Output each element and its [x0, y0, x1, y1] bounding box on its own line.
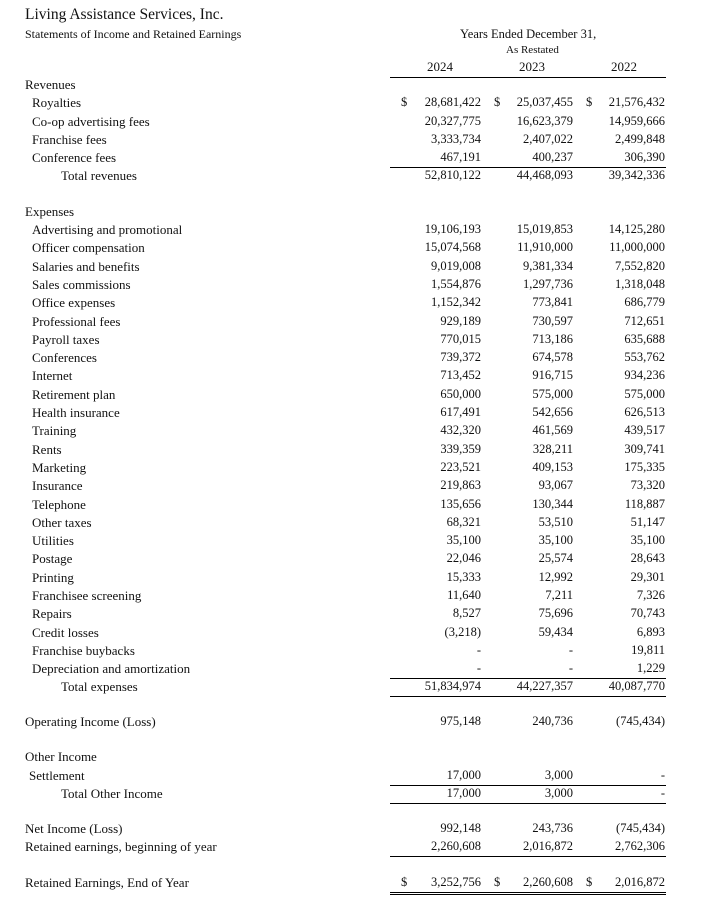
total-label: Total revenues: [61, 168, 137, 183]
value-2022: 118,887: [624, 497, 665, 511]
value-2022: 11,000,000: [609, 240, 665, 254]
currency-symbol: $: [401, 875, 408, 889]
value-2022: 635,688: [624, 332, 665, 346]
row-label: Payroll taxes: [32, 332, 100, 347]
value-2024: (3,218): [444, 625, 481, 639]
value-2023: 12,992: [538, 570, 573, 584]
row-label: Retained earnings, beginning of year: [25, 839, 217, 854]
restated-note: As Restated: [506, 44, 559, 56]
row-label: Telephone: [32, 497, 86, 512]
currency-symbol: $: [494, 875, 501, 889]
value-2023: 773,841: [532, 295, 573, 309]
value-2022: 29,301: [630, 570, 665, 584]
total-2022: -: [660, 786, 665, 800]
row-label: Printing: [32, 570, 74, 585]
value-2024: 3,252,756: [431, 875, 481, 889]
row-label: Royalties: [32, 95, 82, 110]
value-2024: 17,000: [446, 768, 481, 782]
currency-symbol: $: [586, 875, 593, 889]
value-2023: 93,067: [538, 478, 573, 492]
retained-end-row: [0, 875, 710, 893]
value-2024: 713,452: [440, 368, 481, 382]
row-label: Salaries and benefits: [32, 259, 140, 274]
value-2022: 686,779: [624, 295, 665, 309]
value-2024: 22,046: [446, 551, 481, 565]
value-2024: 11,640: [447, 588, 481, 602]
value-2024: 20,327,775: [424, 114, 481, 128]
value-2022: 575,000: [624, 387, 665, 401]
value-2022: 19,811: [631, 643, 665, 657]
value-2022: 7,552,820: [615, 259, 665, 273]
total-label: Total Other Income: [61, 786, 163, 801]
value-2024: 35,100: [446, 533, 481, 547]
value-2023: 2,407,022: [523, 132, 573, 146]
table-row: [0, 551, 710, 569]
value-2022: 70,743: [630, 606, 665, 620]
value-2022: 21,576,432: [608, 95, 665, 109]
value-2022: -: [660, 768, 665, 782]
table-row: [0, 423, 710, 441]
value-2024: 929,189: [440, 314, 481, 328]
table-row: [0, 277, 710, 295]
table-row: [0, 606, 710, 624]
row-label: Franchise buybacks: [32, 643, 135, 658]
table-row: [0, 314, 710, 332]
company-name: Living Assistance Services, Inc.: [25, 6, 224, 23]
value-2024: 3,333,734: [431, 132, 481, 146]
value-2022: 553,762: [624, 350, 665, 364]
value-2022: 1,229: [636, 661, 665, 675]
table-row: [0, 405, 710, 423]
total-2022: 40,087,770: [608, 679, 665, 693]
table-row: [0, 114, 710, 132]
value-2022: 309,741: [624, 442, 665, 456]
row-label: Training: [32, 423, 77, 438]
value-2023: 9,381,334: [523, 259, 573, 273]
revenues-heading: Revenues: [25, 77, 76, 92]
value-2022: 306,390: [624, 150, 665, 164]
table-row: [0, 768, 710, 786]
row-label: Officer compensation: [32, 240, 145, 255]
table-row: [0, 570, 710, 588]
value-2024: 770,015: [440, 332, 481, 346]
value-2022: 73,320: [630, 478, 665, 492]
value-2023: 674,578: [532, 350, 573, 364]
row-label: Other taxes: [32, 515, 92, 530]
row-label: Retirement plan: [32, 387, 116, 402]
table-row: [0, 533, 710, 551]
row-label: Operating Income (Loss): [25, 714, 156, 729]
table-row: [0, 240, 710, 258]
table-row: [0, 332, 710, 350]
value-2023: 16,623,379: [516, 114, 573, 128]
value-2022: 6,893: [636, 625, 665, 639]
value-2024: 617,491: [440, 405, 481, 419]
value-2023: 400,237: [532, 150, 573, 164]
value-2023: 243,736: [532, 821, 573, 835]
value-2024: 68,321: [446, 515, 481, 529]
table-row: [0, 625, 710, 643]
value-2022: 1,318,048: [615, 277, 665, 291]
table-row: [0, 478, 710, 496]
value-2023: 2,260,608: [523, 875, 573, 889]
total-rule: [390, 803, 666, 804]
value-2023: 1,297,736: [523, 277, 573, 291]
total-rule: [390, 696, 666, 697]
value-2024: 467,191: [440, 150, 481, 164]
table-row: [0, 497, 710, 515]
row-label: Net Income (Loss): [25, 821, 123, 836]
section-heading-revenues: [0, 77, 710, 95]
row-label: Advertising and promotional: [32, 222, 183, 237]
table-row: [0, 387, 710, 405]
value-2023: 575,000: [532, 387, 573, 401]
row-label: Marketing: [32, 460, 87, 475]
row-label: Settlement: [29, 768, 85, 783]
total-row: [0, 168, 710, 186]
row-label: Rents: [32, 442, 62, 457]
value-2023: 409,153: [532, 460, 573, 474]
row-label: Conferences: [32, 350, 97, 365]
value-2022: 175,335: [624, 460, 665, 474]
total-row: [0, 786, 710, 804]
total-2022: 39,342,336: [608, 168, 665, 182]
value-2023: 35,100: [538, 533, 573, 547]
value-2022: 14,125,280: [608, 222, 665, 236]
value-2022: 7,326: [636, 588, 665, 602]
value-2024: 650,000: [440, 387, 481, 401]
row-label: Repairs: [32, 606, 72, 621]
value-2022: 2,762,306: [615, 839, 665, 853]
value-2024: -: [476, 643, 481, 657]
value-2023: 730,597: [532, 314, 573, 328]
value-2024: 219,863: [440, 478, 481, 492]
value-2022: 28,643: [630, 551, 665, 565]
net-income-row: [0, 821, 710, 839]
value-2024: 19,106,193: [424, 222, 481, 236]
table-row: [0, 350, 710, 368]
value-2024: 992,148: [440, 821, 481, 835]
value-2023: -: [568, 661, 573, 675]
section-heading-other-income: [0, 749, 710, 767]
other-income-heading: Other Income: [25, 749, 97, 764]
value-2024: 1,152,342: [431, 295, 481, 309]
table-row: [0, 368, 710, 386]
value-2023: 542,656: [532, 405, 573, 419]
table-row: [0, 460, 710, 478]
year-header-2024: 2024: [427, 59, 453, 74]
row-label: Franchisee screening: [32, 588, 142, 603]
table-row: [0, 643, 710, 661]
total-2024: 52,810,122: [424, 168, 481, 182]
currency-symbol: $: [494, 95, 501, 109]
value-2023: 75,696: [538, 606, 573, 620]
value-2024: 135,656: [440, 497, 481, 511]
total-2023: 44,227,357: [516, 679, 573, 693]
value-2022: 626,513: [624, 405, 665, 419]
row-label: Professional fees: [32, 314, 121, 329]
value-2024: 739,372: [440, 350, 481, 364]
value-2024: 8,527: [452, 606, 481, 620]
value-2022: 51,147: [630, 515, 665, 529]
value-2024: 9,019,008: [431, 259, 481, 273]
row-label: Sales commissions: [32, 277, 131, 292]
value-2024: 339,359: [440, 442, 481, 456]
total-2023: 44,468,093: [516, 168, 573, 182]
currency-symbol: $: [586, 95, 593, 109]
row-label: Co-op advertising fees: [32, 114, 150, 129]
total-label: Total expenses: [61, 679, 138, 694]
value-2023: 713,186: [532, 332, 573, 346]
total-2024: 17,000: [446, 786, 481, 800]
year-header-2022: 2022: [611, 59, 637, 74]
value-2023: -: [568, 643, 573, 657]
table-row: [0, 132, 710, 150]
total-2023: 3,000: [544, 786, 573, 800]
value-2024: 975,148: [440, 714, 481, 728]
year-header-2023: 2023: [519, 59, 545, 74]
value-2023: 2,016,872: [523, 839, 573, 853]
value-2023: 461,569: [532, 423, 573, 437]
value-2022: 934,236: [624, 368, 665, 382]
table-row: [0, 661, 710, 679]
value-2023: 328,211: [532, 442, 573, 456]
section-heading-expenses: [0, 204, 710, 222]
value-2023: 916,715: [532, 368, 573, 382]
value-2022: 35,100: [630, 533, 665, 547]
value-2022: (745,434): [616, 714, 665, 728]
value-2023: 11,910,000: [517, 240, 573, 254]
table-row: [0, 588, 710, 606]
row-label: Utilities: [32, 533, 74, 548]
value-2022: 712,651: [624, 314, 665, 328]
double-underline-rule: [390, 892, 666, 895]
value-2024: 15,074,568: [424, 240, 481, 254]
value-2022: (745,434): [616, 821, 665, 835]
value-2023: 15,019,853: [516, 222, 573, 236]
table-row: [0, 295, 710, 313]
row-label: Internet: [32, 368, 73, 383]
value-2023: 25,037,455: [516, 95, 573, 109]
value-2024: 15,333: [446, 570, 481, 584]
value-2024: 28,681,422: [424, 95, 481, 109]
value-2024: 1,554,876: [431, 277, 481, 291]
value-2022: 439,517: [624, 423, 665, 437]
value-2023: 240,736: [532, 714, 573, 728]
value-2022: 2,499,848: [615, 132, 665, 146]
value-2023: 59,434: [538, 625, 573, 639]
value-2024: 2,260,608: [431, 839, 481, 853]
operating-income-row: [0, 714, 710, 732]
row-label: Retained Earnings, End of Year: [25, 875, 189, 890]
value-2024: 432,320: [440, 423, 481, 437]
row-label: Health insurance: [32, 405, 120, 420]
total-row: [0, 679, 710, 697]
row-label: Franchise fees: [32, 132, 107, 147]
table-row: [0, 150, 710, 168]
currency-symbol: $: [401, 95, 408, 109]
value-2023: 3,000: [544, 768, 573, 782]
table-row: [0, 222, 710, 240]
row-label: Office expenses: [32, 295, 116, 310]
statement-title: Statements of Income and Retained Earnings: [25, 27, 242, 41]
value-2024: 223,521: [440, 460, 481, 474]
row-label: Conference fees: [32, 150, 117, 165]
row-label: Postage: [32, 551, 73, 566]
value-2022: 14,959,666: [608, 114, 665, 128]
value-2024: -: [476, 661, 481, 675]
period-caption: Years Ended December 31,: [460, 27, 597, 41]
row-label: Depreciation and amortization: [32, 661, 191, 676]
table-row: [0, 259, 710, 277]
value-2023: 130,344: [532, 497, 573, 511]
expenses-heading: Expenses: [25, 204, 75, 219]
row-label: Insurance: [32, 478, 83, 493]
total-2024: 51,834,974: [424, 679, 481, 693]
table-row: [0, 515, 710, 533]
value-2023: 53,510: [538, 515, 573, 529]
table-row: [0, 95, 710, 113]
value-2022: 2,016,872: [615, 875, 665, 889]
value-2023: 7,211: [545, 588, 573, 602]
value-2023: 25,574: [538, 551, 573, 565]
table-row: [0, 442, 710, 460]
subtotal-rule: [390, 856, 666, 857]
retained-beginning-row: [0, 839, 710, 857]
row-label: Credit losses: [32, 625, 99, 640]
